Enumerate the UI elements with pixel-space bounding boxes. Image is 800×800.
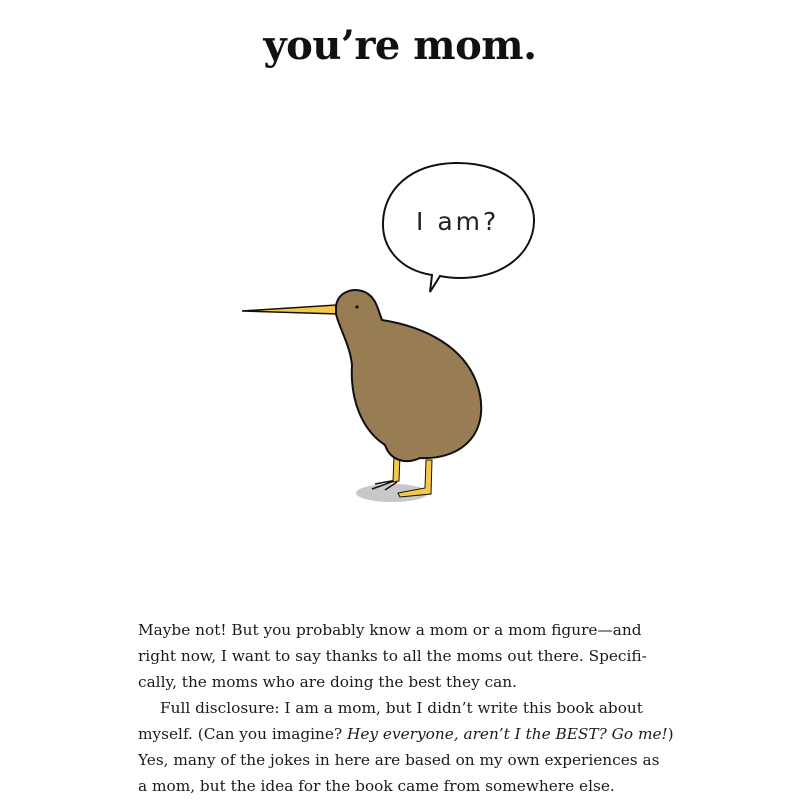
- paragraph-line: Maybe not! But you probably know a mom or a mom figure—and: [138, 621, 642, 639]
- paragraph-line: Full disclosure: I am a mom, but I didn’t write this book about: [160, 699, 643, 717]
- paragraph-line: Yes, many of the jokes in here are based on my own experiences as: [138, 751, 660, 769]
- paragraph-line: cally, the moms who are doing the best they can.: [138, 673, 517, 691]
- paragraph-line: right now, I want to say thanks to all the moms out there. Specifi-: [138, 647, 647, 665]
- page-title: you’re mom.: [263, 22, 537, 69]
- speech-bubble-text: I am?: [416, 207, 500, 236]
- kiwi-bird: [242, 290, 481, 502]
- kiwi-eye: [355, 305, 358, 308]
- text-segment: ): [667, 725, 674, 743]
- kiwi-body: [336, 290, 481, 461]
- paragraph-line: a mom, but the idea for the book came from somewhere else.: [138, 777, 615, 795]
- body-text: [138, 617, 674, 799]
- text-segment: myself. (Can you imagine?: [138, 725, 348, 743]
- speech-bubble: [383, 163, 534, 292]
- beak: [242, 305, 338, 314]
- paragraph-line: [138, 721, 674, 747]
- italic-text: Hey everyone, aren’t I the BEST? Go me!: [347, 725, 668, 743]
